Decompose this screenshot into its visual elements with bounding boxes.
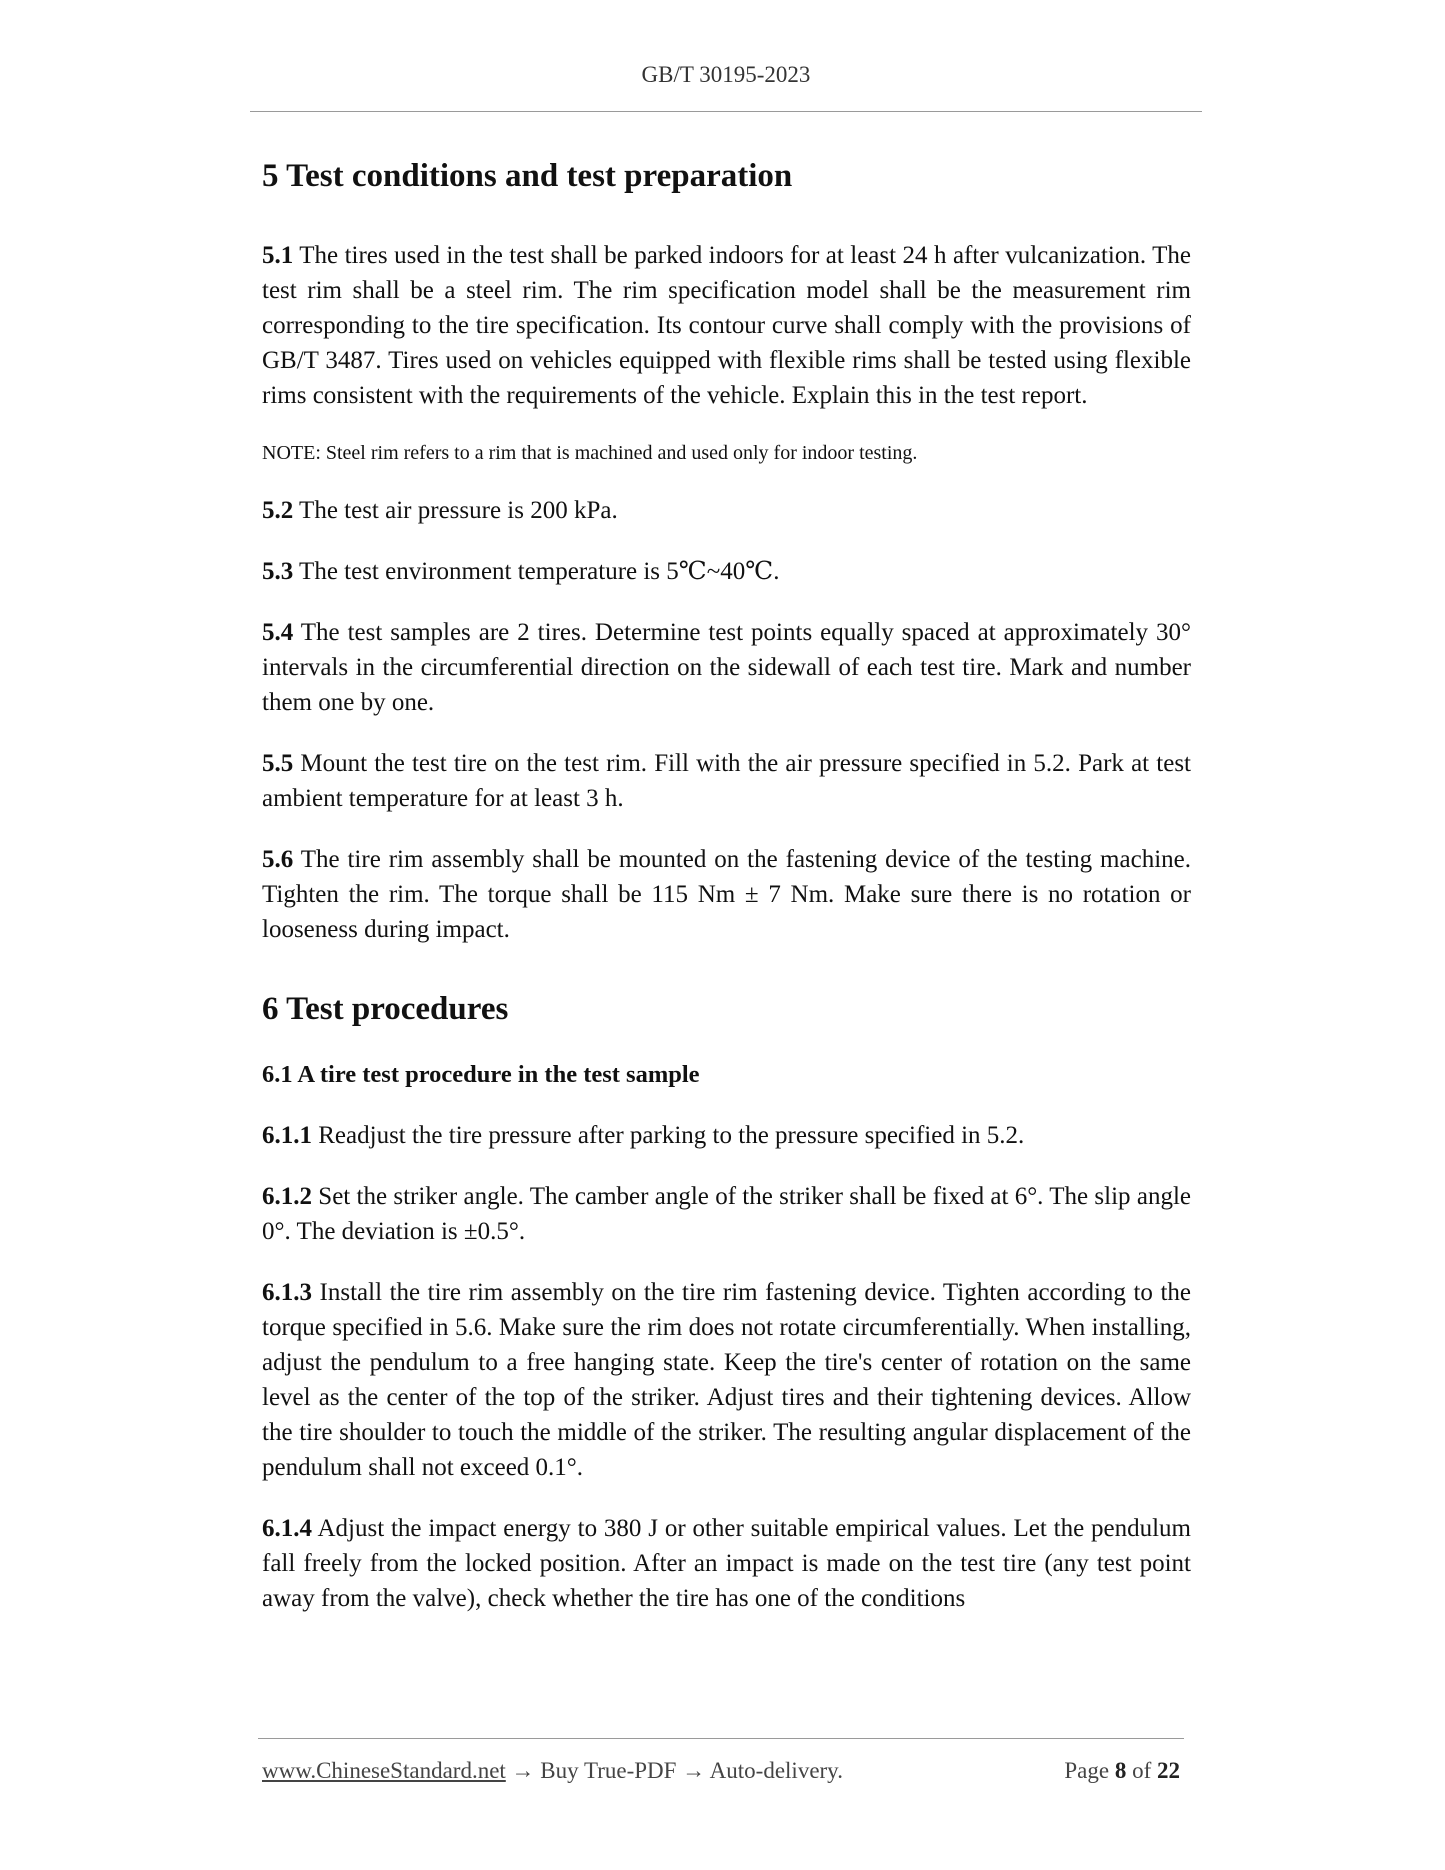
clause-6-1-1 bbox=[262, 1118, 1191, 1153]
of-label: of bbox=[1126, 1758, 1157, 1783]
footer-divider bbox=[258, 1738, 1184, 1739]
clause-number: 6.1.3 bbox=[262, 1279, 312, 1306]
page-header: GB/T 30195-2023 bbox=[641, 62, 811, 87]
page-label: Page bbox=[1064, 1758, 1115, 1783]
clause-number: 5.2 bbox=[262, 497, 294, 524]
clause-6-1-2 bbox=[262, 1179, 1191, 1249]
page-footer bbox=[262, 1758, 1180, 1784]
clause-number: 6.1.2 bbox=[262, 1183, 312, 1210]
arrow-right-icon: → bbox=[511, 1758, 535, 1783]
page-total: 22 bbox=[1157, 1758, 1180, 1783]
clause-text: Install the tire rim assembly on the tire rim fastening device. Tighten according to the torque specified in 5.6. Make sure the rim does not rotate circumferentially. When installing, adjust the pendulum to a free hanging state. Keep the tire's center of rotation on the same level as the center of the top of the striker. Adjust tires and their tightening devices. Allow the tire shoulder to touch the middle of the striker. The resulting angular displacement of the pendulum shall not exceed 0.1°. bbox=[262, 1279, 1191, 1481]
clause-5-6 bbox=[262, 842, 1191, 947]
clause-6-1-4 bbox=[262, 1511, 1191, 1616]
clause-text: Mount the test tire on the test rim. Fill with the air pressure specified in 5.2. Park at test ambient temperature for at least 3 h. bbox=[262, 750, 1191, 812]
clause-number: 5.4 bbox=[262, 619, 294, 646]
clause-text: The tire rim assembly shall be mounted on the fastening device of the testing machine. Tighten the rim. The torque shall be 115 Nm ± 7 Nm. Make sure there is no rotation or looseness during impact. bbox=[262, 846, 1191, 943]
clause-number: 6.1.1 bbox=[262, 1122, 312, 1149]
clause-text: Readjust the tire pressure after parking to the pressure specified in 5.2. bbox=[312, 1122, 1025, 1149]
subsection-6-1-title: 6.1 A tire test procedure in the test sample bbox=[262, 1061, 700, 1088]
page-indicator bbox=[1064, 1758, 1180, 1784]
clause-5-3 bbox=[262, 554, 1191, 589]
clause-number: 5.6 bbox=[262, 846, 294, 873]
clause-text: The tires used in the test shall be parked indoors for at least 24 h after vulcanization. The test rim shall be a steel rim. The rim specification model shall be the measurement rim corresponding to the tire specification. Its contour curve shall comply with the provisions of GB/T 3487. Tires used on vehicles equipped with flexible rims shall be tested using flexible rims consistent with the requirements of the vehicle. Explain this in the test report. bbox=[262, 242, 1191, 409]
clause-5-1 bbox=[262, 238, 1191, 413]
clause-text: Adjust the impact energy to 380 J or other suitable empirical values. Let the pendulum fall freely from the locked position. After an impact is made on the test tire (any test point away from the valve), check whether the tire has one of the conditions bbox=[262, 1515, 1191, 1612]
clause-number: 5.1 bbox=[262, 242, 294, 269]
clause-number: 5.5 bbox=[262, 750, 294, 777]
page-body bbox=[262, 154, 1191, 1616]
note-steel-rim: NOTE: Steel rim refers to a rim that is machined and used only for indoor testing. bbox=[262, 442, 918, 464]
website-link[interactable]: www.ChineseStandard.net bbox=[262, 1758, 506, 1783]
clause-number: 5.3 bbox=[262, 558, 294, 585]
section-5-title: 5 Test conditions and test preparation bbox=[262, 158, 793, 194]
arrow-right-icon: → bbox=[682, 1758, 706, 1783]
buy-text: Buy True-PDF bbox=[534, 1758, 683, 1783]
clause-text: The test environment temperature is 5℃~40℃. bbox=[293, 558, 780, 585]
clause-text: The test air pressure is 200 kPa. bbox=[293, 497, 618, 524]
clause-5-4 bbox=[262, 615, 1191, 720]
header-divider bbox=[250, 111, 1202, 112]
clause-text: The test samples are 2 tires. Determine test points equally spaced at approximately 30° intervals in the circumferential direction on the sidewall of each test tire. Mark and number them one by one. bbox=[262, 619, 1191, 716]
clause-6-1-3 bbox=[262, 1275, 1191, 1485]
delivery-text: Auto-delivery. bbox=[705, 1758, 843, 1783]
clause-5-2 bbox=[262, 493, 1191, 528]
clause-text: Set the striker angle. The camber angle of the striker shall be fixed at 6°. The slip angle 0°. The deviation is ±0.5°. bbox=[262, 1183, 1191, 1245]
clause-5-5 bbox=[262, 746, 1191, 816]
clause-number: 6.1.4 bbox=[262, 1515, 312, 1542]
section-6-title: 6 Test procedures bbox=[262, 991, 509, 1027]
page-number: 8 bbox=[1114, 1758, 1127, 1783]
